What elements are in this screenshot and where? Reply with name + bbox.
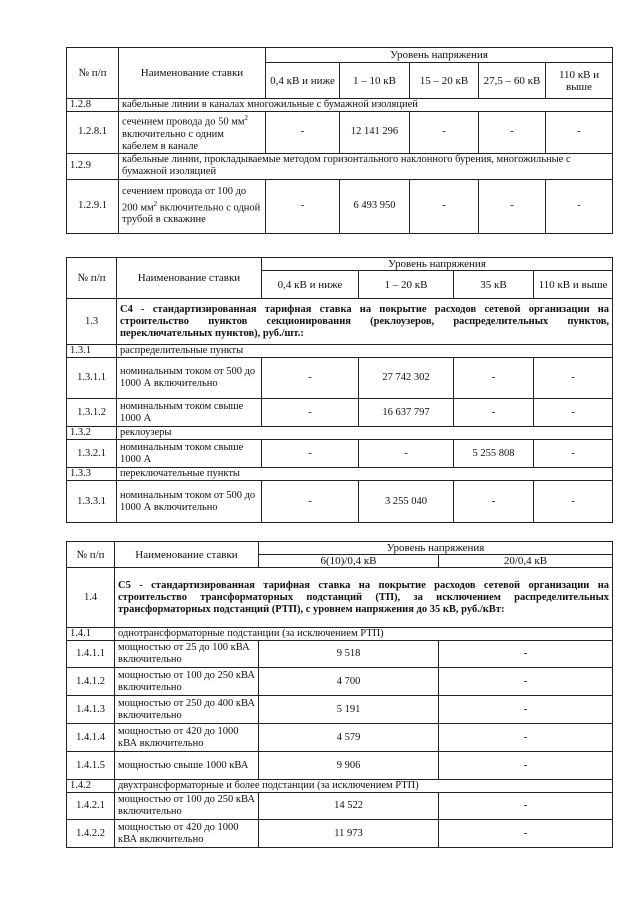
row-value: - bbox=[479, 112, 546, 154]
table-row bbox=[67, 99, 613, 112]
row-section-title: С5 - стандартизированная тарифная ставка на покрытие расходов сетевой организации на строительство трансформаторных подстанций (ТП), за исключением распределительных трансформаторных подстанций (РТП), с уровнем напряжения до 35 кВ, руб./кВт: bbox=[115, 568, 613, 628]
header-voltage-col: 0,4 кВ и ниже bbox=[262, 271, 359, 299]
row-value: - bbox=[439, 724, 613, 752]
row-num: 1.4 bbox=[67, 568, 115, 628]
header-voltage-level: Уровень напряжения bbox=[262, 258, 613, 271]
header-num: № п/п bbox=[67, 542, 115, 568]
row-num: 1.4.1.5 bbox=[67, 752, 115, 780]
row-num: 1.3.2 bbox=[67, 427, 117, 440]
row-value: 12 141 296 bbox=[340, 112, 410, 154]
table-row bbox=[67, 345, 613, 358]
row-num: 1.4.2.2 bbox=[67, 820, 115, 848]
row-value: - bbox=[534, 399, 613, 427]
row-section-title: кабельные линии в каналах многожильные с бумажной изоляцией bbox=[119, 99, 613, 112]
row-num: 1.4.1.1 bbox=[67, 641, 115, 668]
row-value: - bbox=[266, 179, 340, 233]
row-value: 4 700 bbox=[259, 668, 439, 696]
row-value: - bbox=[546, 112, 613, 154]
row-value: 14 522 bbox=[259, 793, 439, 820]
table-row bbox=[67, 299, 613, 345]
row-section-title: однотрансформаторные подстанции (за исключением РТП) bbox=[115, 628, 613, 641]
row-section-title: С4 - стандартизированная тарифная ставка на покрытие расходов сетевой организации на строительство пунктов секционирования (реклоузеров, распределительных пунктов, переключательных пунктов), руб./шт.: bbox=[117, 299, 613, 345]
row-value: 5 255 808 bbox=[454, 440, 534, 468]
row-num: 1.2.9 bbox=[67, 153, 119, 179]
table-row bbox=[67, 153, 613, 179]
row-rate-name: номинальным током свыше 1000 А bbox=[117, 440, 262, 468]
table-row bbox=[67, 696, 613, 724]
header-voltage-level: Уровень напряжения bbox=[266, 48, 613, 63]
row-value: 9 906 bbox=[259, 752, 439, 780]
row-rate-name: мощностью от 25 до 100 кВА включительно bbox=[115, 641, 259, 668]
row-num: 1.4.2.1 bbox=[67, 793, 115, 820]
row-section-title: реклоузеры bbox=[117, 427, 613, 440]
row-rate-name: сечением провода от 100 до 200 $мм^2$ включительно с одной трубой в скважине bbox=[119, 179, 266, 233]
header-voltage-col: 35 кВ bbox=[454, 271, 534, 299]
row-num: 1.2.9.1 bbox=[67, 179, 119, 233]
row-value: - bbox=[262, 481, 359, 523]
row-value: 11 973 bbox=[259, 820, 439, 848]
row-value: - bbox=[359, 440, 454, 468]
row-value: - bbox=[454, 399, 534, 427]
row-value: - bbox=[534, 440, 613, 468]
row-rate-name: сечением провода до 50 $мм^2$ включительно с одним кабелем в канале bbox=[119, 112, 266, 154]
row-value: - bbox=[439, 793, 613, 820]
row-value: - bbox=[439, 820, 613, 848]
table-row bbox=[67, 752, 613, 780]
table-row bbox=[67, 793, 613, 820]
header-voltage-col: 0,4 кВ и ниже bbox=[266, 63, 340, 99]
row-value: - bbox=[439, 641, 613, 668]
row-num: 1.3.3.1 bbox=[67, 481, 117, 523]
row-value: - bbox=[439, 752, 613, 780]
table-row bbox=[67, 641, 613, 668]
row-value: - bbox=[546, 179, 613, 233]
header-voltage-level: Уровень напряжения bbox=[259, 542, 613, 555]
row-rate-name: мощностью от 100 до 250 кВА включительно bbox=[115, 793, 259, 820]
row-rate-name: мощностью от 250 до 400 кВА включительно bbox=[115, 696, 259, 724]
row-value: - bbox=[534, 481, 613, 523]
row-num: 1.2.8 bbox=[67, 99, 119, 112]
header-voltage-col: 20/0,4 кВ bbox=[439, 555, 613, 568]
row-section-title: распределительные пункты bbox=[117, 345, 613, 358]
row-num: 1.3.1.1 bbox=[67, 358, 117, 399]
header-num: № п/п bbox=[67, 48, 119, 99]
row-section-title: кабельные линии, прокладываемые методом горизонтального наклонного бурения, многожильные с бумажной изоляцией bbox=[119, 153, 613, 179]
rates-table-transformer-substations bbox=[66, 541, 613, 848]
table-row bbox=[67, 440, 613, 468]
header-voltage-col: 15 – 20 кВ bbox=[410, 63, 479, 99]
row-rate-name: мощностью от 420 до 1000 кВА включительно bbox=[115, 820, 259, 848]
table-row bbox=[67, 468, 613, 481]
table-row bbox=[67, 358, 613, 399]
table-row bbox=[67, 427, 613, 440]
row-value: 5 191 bbox=[259, 696, 439, 724]
table-row bbox=[67, 112, 613, 154]
row-section-title: двухтрансформаторные и более подстанции (за исключением РТП) bbox=[115, 780, 613, 793]
row-value: - bbox=[479, 179, 546, 233]
header-rate-name: Наименование ставки bbox=[117, 258, 262, 299]
row-value: - bbox=[262, 358, 359, 399]
header-voltage-col: 110 кВ и выше bbox=[546, 63, 613, 99]
header-rate-name: Наименование ставки bbox=[119, 48, 266, 99]
row-rate-name: мощностью свыше 1000 кВА bbox=[115, 752, 259, 780]
row-rate-name: номинальным током от 500 до 1000 А включительно bbox=[117, 481, 262, 523]
row-value: 27 742 302 bbox=[359, 358, 454, 399]
row-value: 4 579 bbox=[259, 724, 439, 752]
table-row bbox=[67, 668, 613, 696]
row-section-title: переключательные пункты bbox=[117, 468, 613, 481]
row-value: - bbox=[262, 440, 359, 468]
row-num: 1.4.1.4 bbox=[67, 724, 115, 752]
rates-table-cable-lines bbox=[66, 47, 613, 234]
row-rate-name: мощностью от 100 до 250 кВА включительно bbox=[115, 668, 259, 696]
header-voltage-col: 27,5 – 60 кВ bbox=[479, 63, 546, 99]
header-voltage-col: 110 кВ и выше bbox=[534, 271, 613, 299]
row-num: 1.4.1.2 bbox=[67, 668, 115, 696]
row-num: 1.3.1.2 bbox=[67, 399, 117, 427]
row-value: - bbox=[454, 481, 534, 523]
row-value: - bbox=[410, 112, 479, 154]
row-value: - bbox=[439, 696, 613, 724]
row-value: 16 637 797 bbox=[359, 399, 454, 427]
table-row bbox=[67, 724, 613, 752]
row-value: - bbox=[410, 179, 479, 233]
row-num: 1.3.1 bbox=[67, 345, 117, 358]
row-value: 3 255 040 bbox=[359, 481, 454, 523]
header-num: № п/п bbox=[67, 258, 117, 299]
header-rate-name: Наименование ставки bbox=[115, 542, 259, 568]
row-value: - bbox=[454, 358, 534, 399]
table-row bbox=[67, 399, 613, 427]
header-voltage-col: 1 – 20 кВ bbox=[359, 271, 454, 299]
table-row bbox=[67, 179, 613, 233]
table-row bbox=[67, 820, 613, 848]
row-value: - bbox=[439, 668, 613, 696]
row-value: - bbox=[266, 112, 340, 154]
row-num: 1.4.2 bbox=[67, 780, 115, 793]
rates-table-sectioning-points bbox=[66, 257, 613, 523]
header-voltage-col: 1 – 10 кВ bbox=[340, 63, 410, 99]
row-num: 1.4.1.3 bbox=[67, 696, 115, 724]
row-rate-name: номинальным током свыше 1000 А bbox=[117, 399, 262, 427]
row-rate-name: мощностью от 420 до 1000 кВА включительно bbox=[115, 724, 259, 752]
row-num: 1.3.3 bbox=[67, 468, 117, 481]
table-row bbox=[67, 628, 613, 641]
row-num: 1.4.1 bbox=[67, 628, 115, 641]
table-row bbox=[67, 481, 613, 523]
row-num: 1.3 bbox=[67, 299, 117, 345]
row-value: - bbox=[262, 399, 359, 427]
row-rate-name: номинальным током от 500 до 1000 А включительно bbox=[117, 358, 262, 399]
header-voltage-col: 6(10)/0,4 кВ bbox=[259, 555, 439, 568]
row-num: 1.3.2.1 bbox=[67, 440, 117, 468]
table-row bbox=[67, 568, 613, 628]
table-row bbox=[67, 780, 613, 793]
row-value: - bbox=[534, 358, 613, 399]
row-num: 1.2.8.1 bbox=[67, 112, 119, 154]
row-value: 9 518 bbox=[259, 641, 439, 668]
row-value: 6 493 950 bbox=[340, 179, 410, 233]
